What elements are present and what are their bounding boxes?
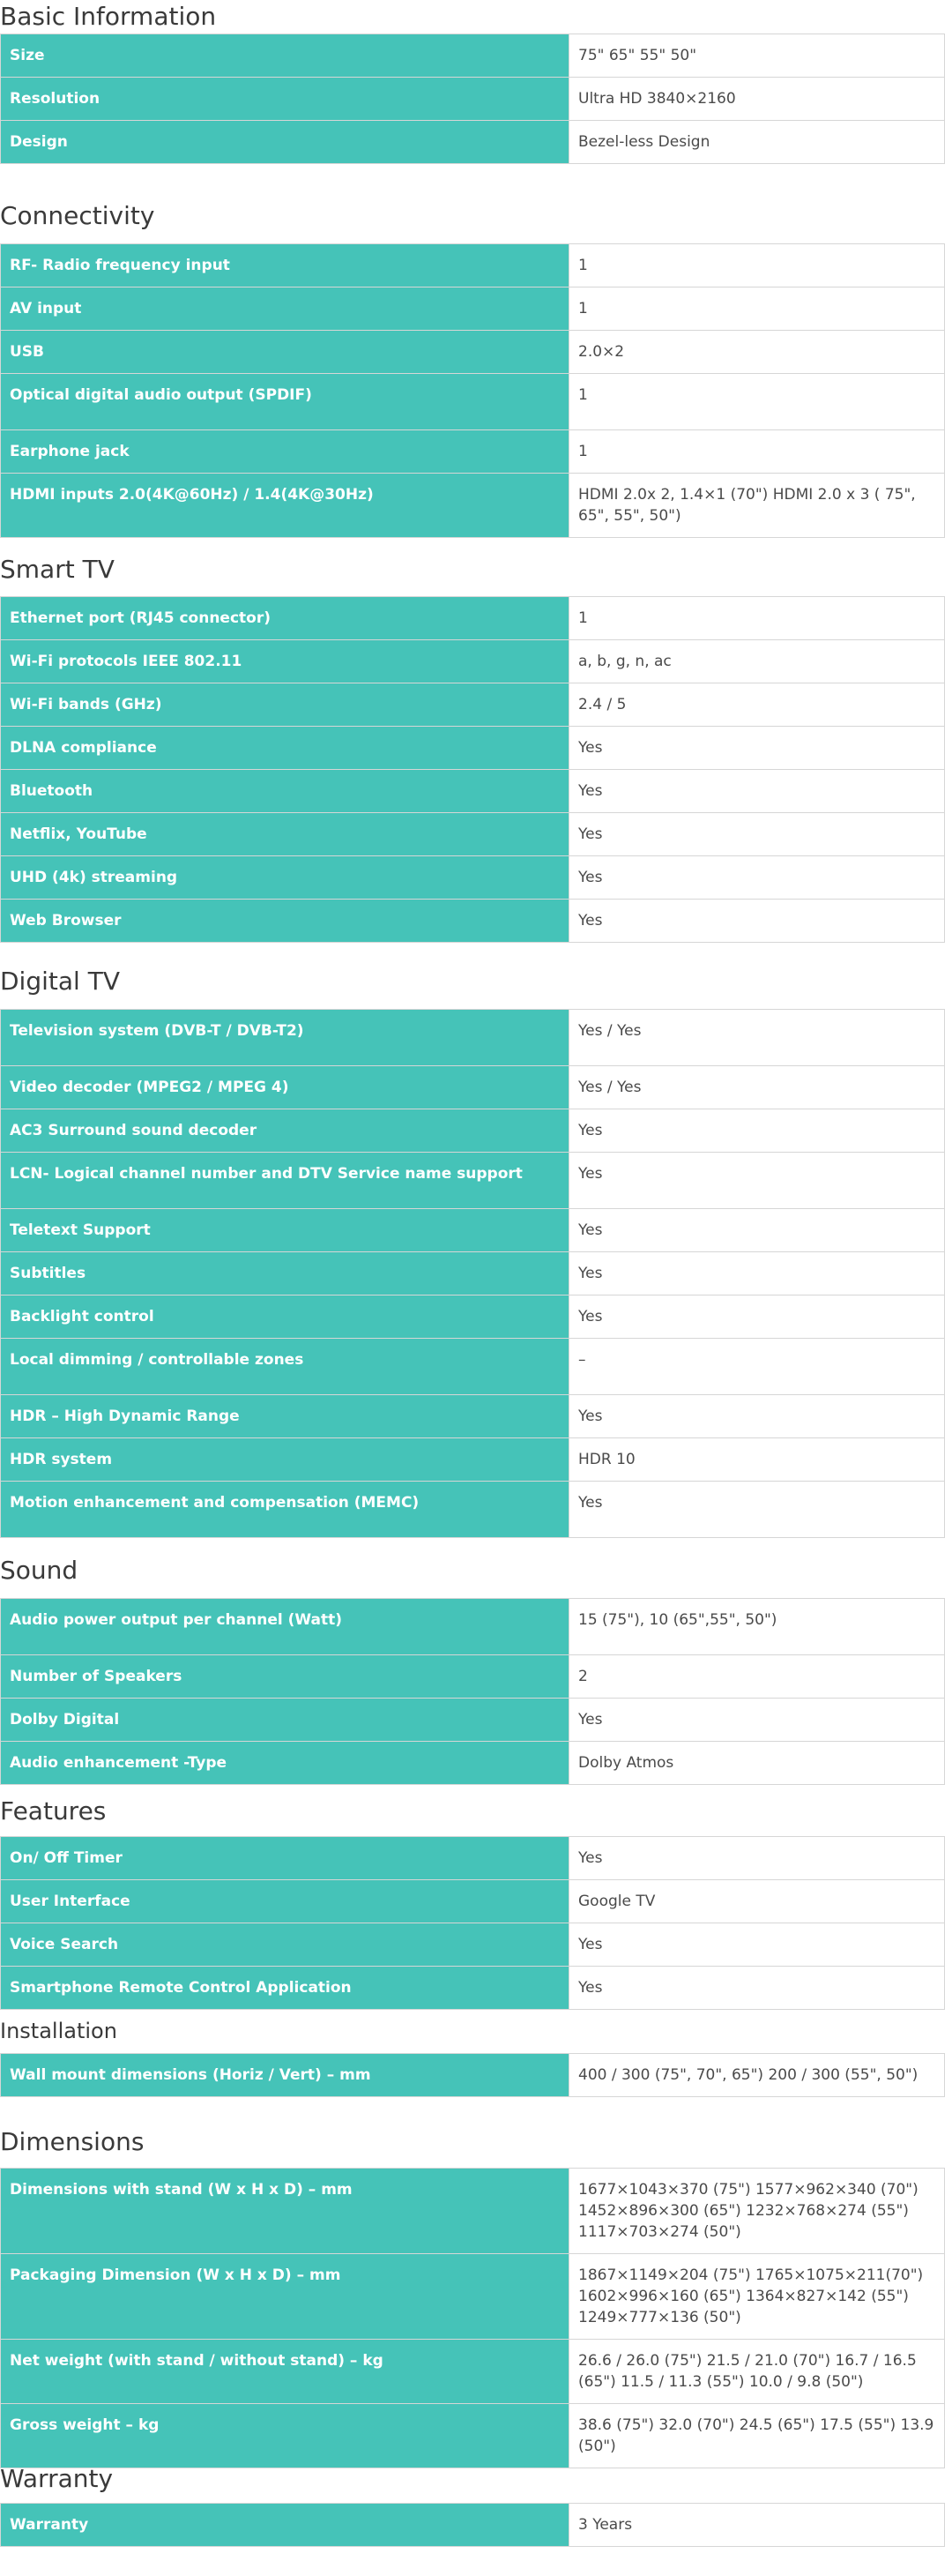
section-title: Smart TV [0,555,115,584]
spec-row [1,244,945,287]
spec-label: Video decoder (MPEG2 / MPEG 4) [1,1066,569,1109]
spec-value: Ultra HD 3840×2160 [569,78,945,121]
section-warranty [0,2455,945,2547]
spec-row [1,2504,945,2547]
spec-row [1,1109,945,1153]
section-title: Basic Information [0,2,217,31]
spec-label: Wi-Fi bands (GHz) [1,683,569,727]
spec-label: HDMI inputs 2.0(4K@60Hz) / 1.4(4K@30Hz) [1,474,569,538]
spec-label: Voice Search [1,1923,569,1967]
spec-row [1,2254,945,2340]
spec-label: User Interface [1,1880,569,1923]
spec-value: Yes [569,1967,945,2010]
spec-label: Backlight control [1,1295,569,1339]
spec-label: Dimensions with stand (W x H x D) – mm [1,2169,569,2254]
spec-value: 26.6 / 26.0 (75") 21.5 / 21.0 (70") 16.7 / 16.5 (65") 11.5 / 11.3 (55") 10.0 / 9.8 (50") [569,2340,945,2404]
spec-value: 1 [569,287,945,331]
section-basic [0,0,945,164]
spec-row [1,770,945,813]
spec-value: 2.0×2 [569,331,945,374]
spec-value: Yes [569,1209,945,1252]
spec-value: Yes [569,1109,945,1153]
spec-row [1,856,945,900]
spec-label: Television system (DVB-T / DVB-T2) [1,1010,569,1066]
section-title: Features [0,1796,107,1826]
spec-row [1,1010,945,1066]
section-title: Installation [0,2019,117,2043]
spec-table [0,1009,945,1538]
section-title: Connectivity [0,201,155,230]
spec-row [1,78,945,121]
spec-label: Motion enhancement and compensation (MEMC) [1,1482,569,1538]
spec-row [1,2054,945,2097]
spec-value: a, b, g, n, ac [569,640,945,683]
spec-value: 3 Years [569,2504,945,2547]
spec-row [1,2169,945,2254]
spec-row [1,1742,945,1785]
spec-value: HDMI 2.0x 2, 1.4×1 (70") HDMI 2.0 x 3 ( 75", 65", 55", 50") [569,474,945,538]
spec-row [1,1699,945,1742]
spec-row [1,1066,945,1109]
spec-label: Packaging Dimension (W x H x D) – mm [1,2254,569,2340]
spec-value: 15 (75"), 10 (65",55", 50") [569,1599,945,1655]
spec-value: 400 / 300 (75", 70", 65") 200 / 300 (55", 50") [569,2054,945,2097]
spec-row [1,1880,945,1923]
spec-value: Yes [569,1482,945,1538]
spec-row [1,900,945,943]
spec-label: Gross weight – kg [1,2404,569,2468]
spec-table [0,1836,945,2010]
spec-label: Audio power output per channel (Watt) [1,1599,569,1655]
spec-label: Warranty [1,2504,569,2547]
spec-value: Yes [569,1252,945,1295]
section-installation [0,2009,945,2097]
spec-value: – [569,1339,945,1395]
spec-row [1,1482,945,1538]
spec-value: Yes [569,1153,945,1209]
spec-table [0,34,945,164]
spec-row [1,1438,945,1482]
spec-value: Yes [569,1699,945,1742]
spec-row [1,1967,945,2010]
spec-row [1,640,945,683]
spec-row [1,1837,945,1880]
spec-row [1,474,945,538]
spec-table [0,2168,945,2468]
spec-row [1,1599,945,1655]
spec-value: Yes [569,727,945,770]
spec-label: HDR system [1,1438,569,1482]
spec-row [1,331,945,374]
spec-value: Yes [569,1395,945,1438]
spec-row [1,430,945,474]
spec-value: Bezel-less Design [569,121,945,164]
spec-row [1,813,945,856]
section-title: Sound [0,1556,78,1585]
section-title: Digital TV [0,967,120,996]
spec-label: Subtitles [1,1252,569,1295]
spec-label: Netflix, YouTube [1,813,569,856]
spec-label: Wi-Fi protocols IEEE 802.11 [1,640,569,683]
spec-label: Wall mount dimensions (Horiz / Vert) – mm [1,2054,569,2097]
spec-label: Teletext Support [1,1209,569,1252]
spec-label: Number of Speakers [1,1655,569,1699]
spec-label: Optical digital audio output (SPDIF) [1,374,569,430]
section-dimensions [0,2117,945,2468]
spec-label: Ethernet port (RJ45 connector) [1,597,569,640]
spec-value: Yes [569,900,945,943]
section-digital [0,954,945,1538]
spec-row [1,1252,945,1295]
spec-label: Audio enhancement -Type [1,1742,569,1785]
spec-label: Bluetooth [1,770,569,813]
spec-value: 1 [569,374,945,430]
spec-label: DLNA compliance [1,727,569,770]
spec-row [1,1295,945,1339]
spec-label: RF- Radio frequency input [1,244,569,287]
spec-row [1,287,945,331]
spec-label: HDR – High Dynamic Range [1,1395,569,1438]
spec-row [1,374,945,430]
spec-label: On/ Off Timer [1,1837,569,1880]
spec-table [0,1598,945,1785]
spec-value: Yes [569,813,945,856]
spec-label: LCN- Logical channel number and DTV Service name support [1,1153,569,1209]
spec-value: Yes / Yes [569,1010,945,1066]
spec-value: 1677×1043×370 (75") 1577×962×340 (70") 1452×896×300 (65") 1232×768×274 (55") 1117×703×274 (50") [569,2169,945,2254]
spec-row [1,1395,945,1438]
spec-row [1,121,945,164]
spec-row [1,1153,945,1209]
spec-label: Smartphone Remote Control Application [1,1967,569,2010]
spec-row [1,1339,945,1395]
spec-label: USB [1,331,569,374]
spec-value: 1 [569,430,945,474]
spec-value: HDR 10 [569,1438,945,1482]
spec-value: 2.4 / 5 [569,683,945,727]
spec-value: Yes [569,1923,945,1967]
section-features [0,1787,945,2010]
spec-label: Design [1,121,569,164]
spec-value: Yes [569,856,945,900]
section-smart [0,543,945,943]
spec-value: Yes [569,1295,945,1339]
spec-value: Google TV [569,1880,945,1923]
section-sound [0,1543,945,1785]
spec-table [0,596,945,943]
spec-value: 1 [569,597,945,640]
spec-value: 2 [569,1655,945,1699]
spec-label: Dolby Digital [1,1699,569,1742]
spec-label: Net weight (with stand / without stand) – kg [1,2340,569,2404]
spec-label: Web Browser [1,900,569,943]
spec-row [1,597,945,640]
section-title: Dimensions [0,2127,145,2156]
spec-row [1,683,945,727]
spec-label: UHD (4k) streaming [1,856,569,900]
spec-value: Yes / Yes [569,1066,945,1109]
spec-row [1,1655,945,1699]
spec-value: Dolby Atmos [569,1742,945,1785]
section-connectivity [0,189,945,538]
spec-value: 1 [569,244,945,287]
spec-value: 1867×1149×204 (75") 1765×1075×211(70") 1602×996×160 (65") 1364×827×142 (55") 1249×777×136 (50") [569,2254,945,2340]
spec-label: Earphone jack [1,430,569,474]
spec-value: Yes [569,1837,945,1880]
spec-label: AC3 Surround sound decoder [1,1109,569,1153]
spec-value: 75" 65" 55" 50" [569,34,945,78]
spec-label: Local dimming / controllable zones [1,1339,569,1395]
spec-row [1,1209,945,1252]
spec-table [0,2503,945,2547]
spec-row [1,2340,945,2404]
spec-label: Size [1,34,569,78]
spec-label: Resolution [1,78,569,121]
spec-row [1,1923,945,1967]
spec-value: Yes [569,770,945,813]
spec-table [0,243,945,538]
spec-row [1,34,945,78]
spec-table [0,2053,945,2097]
section-title: Warranty [0,2464,114,2493]
spec-value: 38.6 (75") 32.0 (70") 24.5 (65") 17.5 (55") 13.9 (50") [569,2404,945,2468]
spec-row [1,727,945,770]
spec-label: AV input [1,287,569,331]
